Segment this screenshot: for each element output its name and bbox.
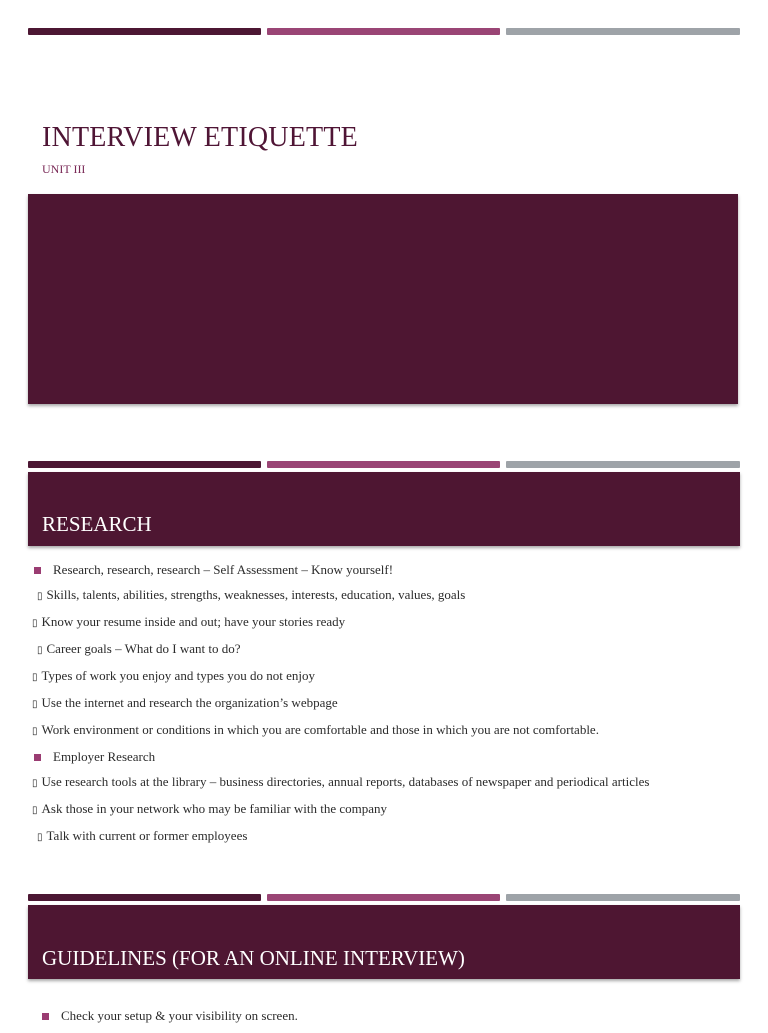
list-item: ▯ Know your resume inside and out; have your stories ready: [32, 614, 346, 629]
missing-glyph-icon: ▯: [37, 645, 43, 656]
accent-stripe-gray: [506, 28, 740, 35]
missing-glyph-icon: ▯: [32, 778, 38, 789]
list-item: ▯ Work environment or conditions in which you are comfortable and those in which you are not comfortable.: [32, 722, 599, 737]
list-item: ▯ Career goals – What do I want to do?: [37, 641, 241, 656]
research-content: [32, 562, 732, 855]
list-item: ▯ Use research tools at the library – business directories, annual reports, databases of newspaper and periodical articles: [32, 774, 650, 789]
missing-glyph-icon: ▯: [37, 832, 43, 843]
square-bullet-icon: [34, 567, 41, 574]
accent-stripe-dark: [28, 28, 261, 35]
missing-glyph-icon: ▯: [37, 591, 43, 602]
missing-glyph-icon: ▯: [32, 699, 38, 710]
list-item: ▯ Types of work you enjoy and types you do not enjoy: [32, 668, 316, 683]
accent-stripe-dark: [28, 461, 261, 468]
research-heading: RESEARCH: [42, 512, 152, 536]
guidelines-banner: [28, 905, 740, 979]
slide-subtitle: UNIT III: [42, 162, 86, 176]
hero-panel: [28, 194, 738, 404]
accent-stripe-plum: [267, 461, 500, 468]
accent-stripe-gray: [506, 461, 740, 468]
square-bullet-icon: [34, 754, 41, 761]
slide-title: INTERVIEW ETIQUETTE: [42, 122, 358, 153]
guidelines-heading: GUIDELINES (FOR AN ONLINE INTERVIEW): [42, 946, 465, 970]
list-item: ▯ Use the internet and research the organization’s webpage: [32, 695, 338, 710]
list-item: Check your setup & your visibility on screen.: [40, 1008, 740, 1024]
square-bullet-icon: [42, 1013, 49, 1020]
missing-glyph-icon: ▯: [32, 726, 38, 737]
accent-stripe-plum: [267, 28, 500, 35]
list-item: Employer Research: [32, 749, 732, 765]
list-item: ▯ Skills, talents, abilities, strengths, weaknesses, interests, education, values, goals: [37, 587, 466, 602]
research-banner: [28, 472, 740, 546]
guidelines-content: [40, 1008, 740, 1033]
list-item: ▯ Talk with current or former employees: [37, 828, 248, 843]
missing-glyph-icon: ▯: [32, 618, 38, 629]
list-item: Research, research, research – Self Assessment – Know yourself!: [32, 562, 732, 578]
list-item: ▯ Ask those in your network who may be familiar with the company: [32, 801, 388, 816]
accent-stripe-plum: [267, 894, 500, 901]
missing-glyph-icon: ▯: [32, 805, 38, 816]
accent-stripe-dark: [28, 894, 261, 901]
accent-stripe-gray: [506, 894, 740, 901]
missing-glyph-icon: ▯: [32, 672, 38, 683]
